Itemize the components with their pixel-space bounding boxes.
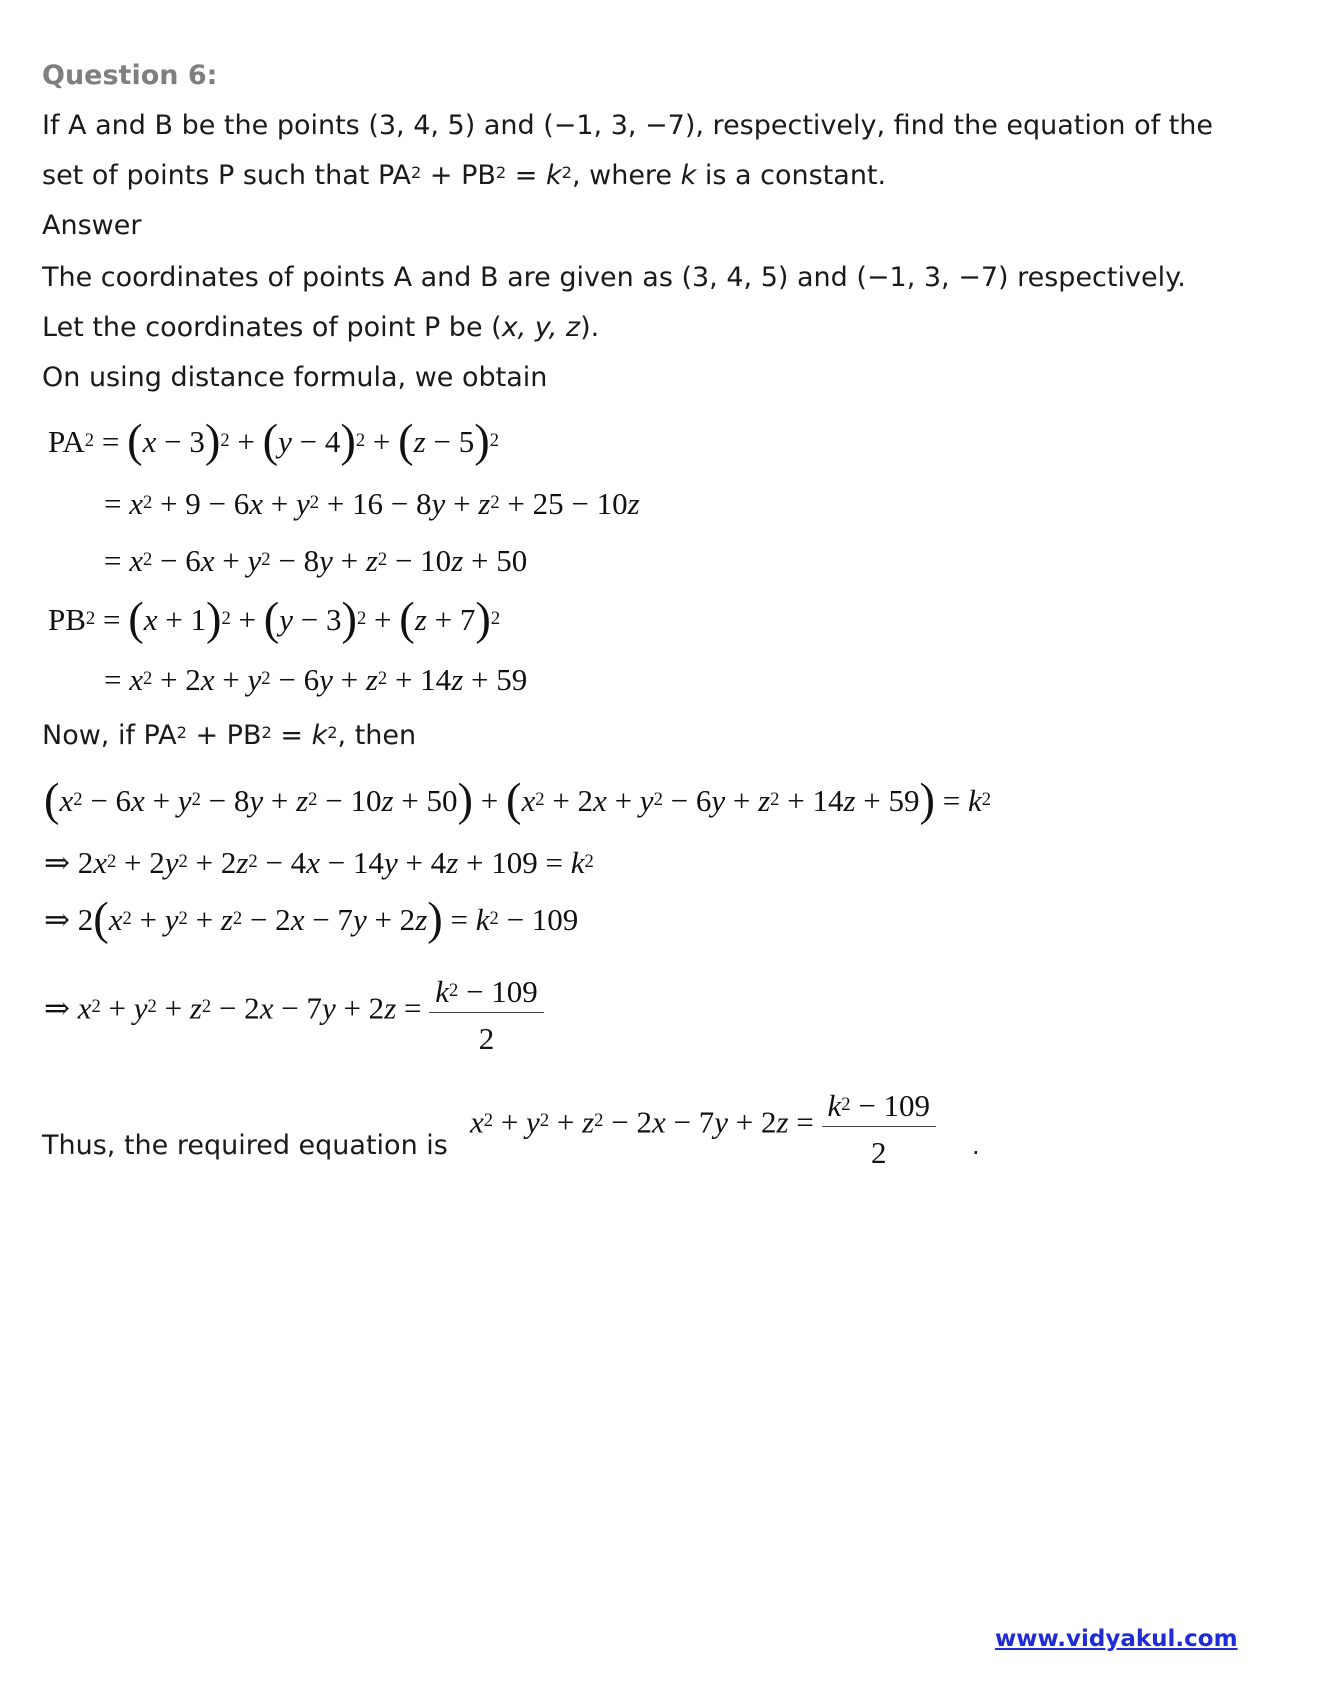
final-period: . <box>972 1132 980 1160</box>
answer-now-text: Now, if $PA^2 + PB^2 = k^2$, then <box>42 720 417 751</box>
answer-distance-text: On using distance formula, we obtain <box>42 362 548 393</box>
vidyakul-link[interactable]: www.vidyakul.com <box>995 1626 1238 1652</box>
equation-pa-simplified: = $x^2 - 6x + y^2 - 8y + z^2 - 10z + 50$ <box>104 543 528 578</box>
question-text-line2: set of points P such that $PA^2 + PB^2 = k^2$, where k is a constant. <box>42 160 887 191</box>
answer-thus-text: Thus, the required equation is <box>42 1130 448 1161</box>
question-title: Question 6: <box>42 60 218 91</box>
equation-step1: ⇒ $2x^2 + 2y^2 + 2z^2 - 4x - 14y + 4z + 109 = k^2$ <box>44 845 594 880</box>
answer-let-text: Let the coordinates of point P be (x, y, z). <box>42 312 600 343</box>
equation-pa-squared: $PA^2 = (x - 3)^2 + (y - 4)^2 + (z - 5)^2$ <box>48 416 499 467</box>
equation-pb-expanded: = $x^2 + 2x + y^2 - 6y + z^2 + 14z + 59$ <box>104 662 528 697</box>
equation-sum: $(x^2 - 6x + y^2 - 8y + z^2 - 10z + 50) + (x^2 + 2x + y^2 - 6y + z^2 + 14z + 59) = k^2$ <box>44 775 992 826</box>
answer-coords-text: The coordinates of points A and B are given as (3, 4, 5) and (−1, 3, −7) respectively. <box>42 262 1186 293</box>
question-text-line1: If A and B be the points (3, 4, 5) and (−1, 3, −7), respectively, find the equation of the <box>42 110 1214 141</box>
answer-label: Answer <box>42 210 142 241</box>
equation-step3: ⇒ $x^2 + y^2 + z^2 - 2x - 7y + 2z$ = $\frac{k^2 - 109}{2}$ <box>44 968 544 1055</box>
equation-final: $x^2 + y^2 + z^2 - 2x - 7y + 2z$ = $\frac{k^2 - 109}{2}$ <box>470 1082 936 1169</box>
equation-pb-squared: $PB^2 = (x + 1)^2 + (y - 3)^2 + (z + 7)^2$ <box>48 594 501 645</box>
equation-pa-expanded: = $x^2 + 9 - 6x + y^2 + 16 - 8y + z^2 + 25 - 10z$ <box>104 486 640 521</box>
equation-step2: ⇒ $2(x^2 + y^2 + z^2 - 2x - 7y + 2z) = k^2 - 109$ <box>44 894 579 945</box>
